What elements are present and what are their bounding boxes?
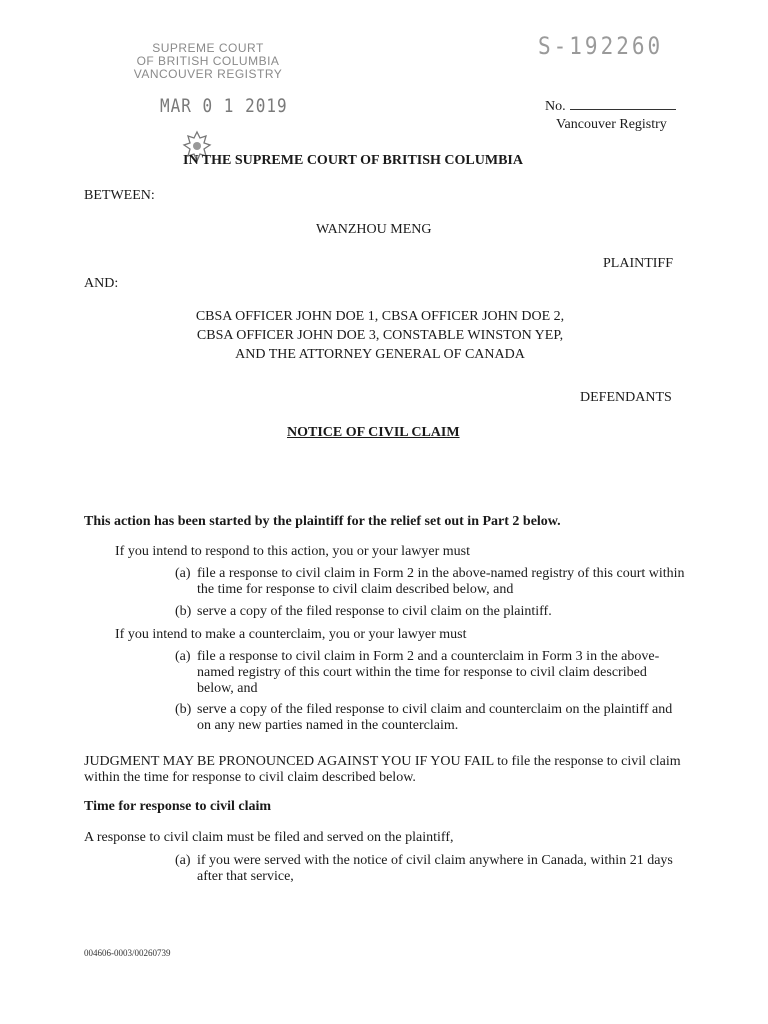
list-item-label: (a) xyxy=(175,566,191,581)
and-label: AND: xyxy=(84,276,119,291)
file-number-label xyxy=(545,98,676,115)
stamp-line-2: OF BRITISH COLUMBIA xyxy=(136,54,280,68)
list-item-text: file a response to civil claim in Form 2 in the above-named registry of this court within the time for response to civil claim described below, and xyxy=(197,566,685,597)
between-label: BETWEEN: xyxy=(84,188,155,203)
file-number-blank xyxy=(570,98,676,110)
stamp-line-1: SUPREME COURT xyxy=(152,41,264,55)
list-item-label: (a) xyxy=(175,649,191,664)
list-item xyxy=(175,566,685,602)
list-item-label: (b) xyxy=(175,702,192,717)
defendants-line: AND THE ATTORNEY GENERAL OF CANADA xyxy=(235,347,525,362)
plaintiff-name: WANZHOU MENG xyxy=(316,222,432,237)
stamp-date: MAR 0 1 2019 xyxy=(160,94,288,117)
list-item xyxy=(175,853,685,889)
counterclaim-intro: If you intend to make a counterclaim, you or your lawyer must xyxy=(115,627,467,642)
stamp-line-3: VANCOUVER REGISTRY xyxy=(133,67,283,81)
list-item-label: (b) xyxy=(175,604,192,619)
list-item-text: file a response to civil claim in Form 2 and a counterclaim in Form 3 in the above-named registry of this court within the time for response to civil claim described below, and xyxy=(197,649,660,696)
defendants-block xyxy=(150,307,610,364)
registry-stamp xyxy=(128,42,288,81)
registry-name: Vancouver Registry xyxy=(556,117,667,132)
defendants-line: CBSA OFFICER JOHN DOE 3, CONSTABLE WINSTON YEP, xyxy=(196,328,564,343)
document-code: 004606-0003/00260739 xyxy=(84,948,171,958)
court-heading: IN THE SUPREME COURT OF BRITISH COLUMBIA xyxy=(183,153,523,168)
list-item-text: if you were served with the notice of civil claim anywhere in Canada, within 21 days after that service, xyxy=(197,853,673,884)
plaintiff-label: PLAINTIFF xyxy=(603,256,674,271)
defendants-label: DEFENDANTS xyxy=(580,390,672,405)
document-title: NOTICE OF CIVIL CLAIM xyxy=(287,425,460,440)
time-heading: Time for response to civil claim xyxy=(84,799,272,814)
action-started-notice: This action has been started by the plaintiff for the relief set out in Part 2 below. xyxy=(84,514,561,529)
list-item-label: (a) xyxy=(175,853,191,868)
no-label: No. xyxy=(545,99,566,114)
list-item xyxy=(175,702,685,738)
list-item xyxy=(175,604,685,622)
list-item xyxy=(175,649,685,701)
list-item-text: serve a copy of the filed response to civil claim and counterclaim on the plaintiff and on any new parties named in the counterclaim. xyxy=(197,702,673,733)
judgment-warning: JUDGMENT MAY BE PRONOUNCED AGAINST YOU IF YOU FAIL to file the response to civil claim within the time for response to civil claim described below. xyxy=(84,754,681,785)
time-intro: A response to civil claim must be filed and served on the plaintiff, xyxy=(84,830,454,845)
defendants-line: CBSA OFFICER JOHN DOE 1, CBSA OFFICER JOHN DOE 2, xyxy=(195,309,565,324)
file-number-stamp: S-192260 xyxy=(538,32,664,60)
list-item-text: serve a copy of the filed response to civil claim on the plaintiff. xyxy=(197,604,552,619)
respond-intro: If you intend to respond to this action, you or your lawyer must xyxy=(115,544,470,559)
